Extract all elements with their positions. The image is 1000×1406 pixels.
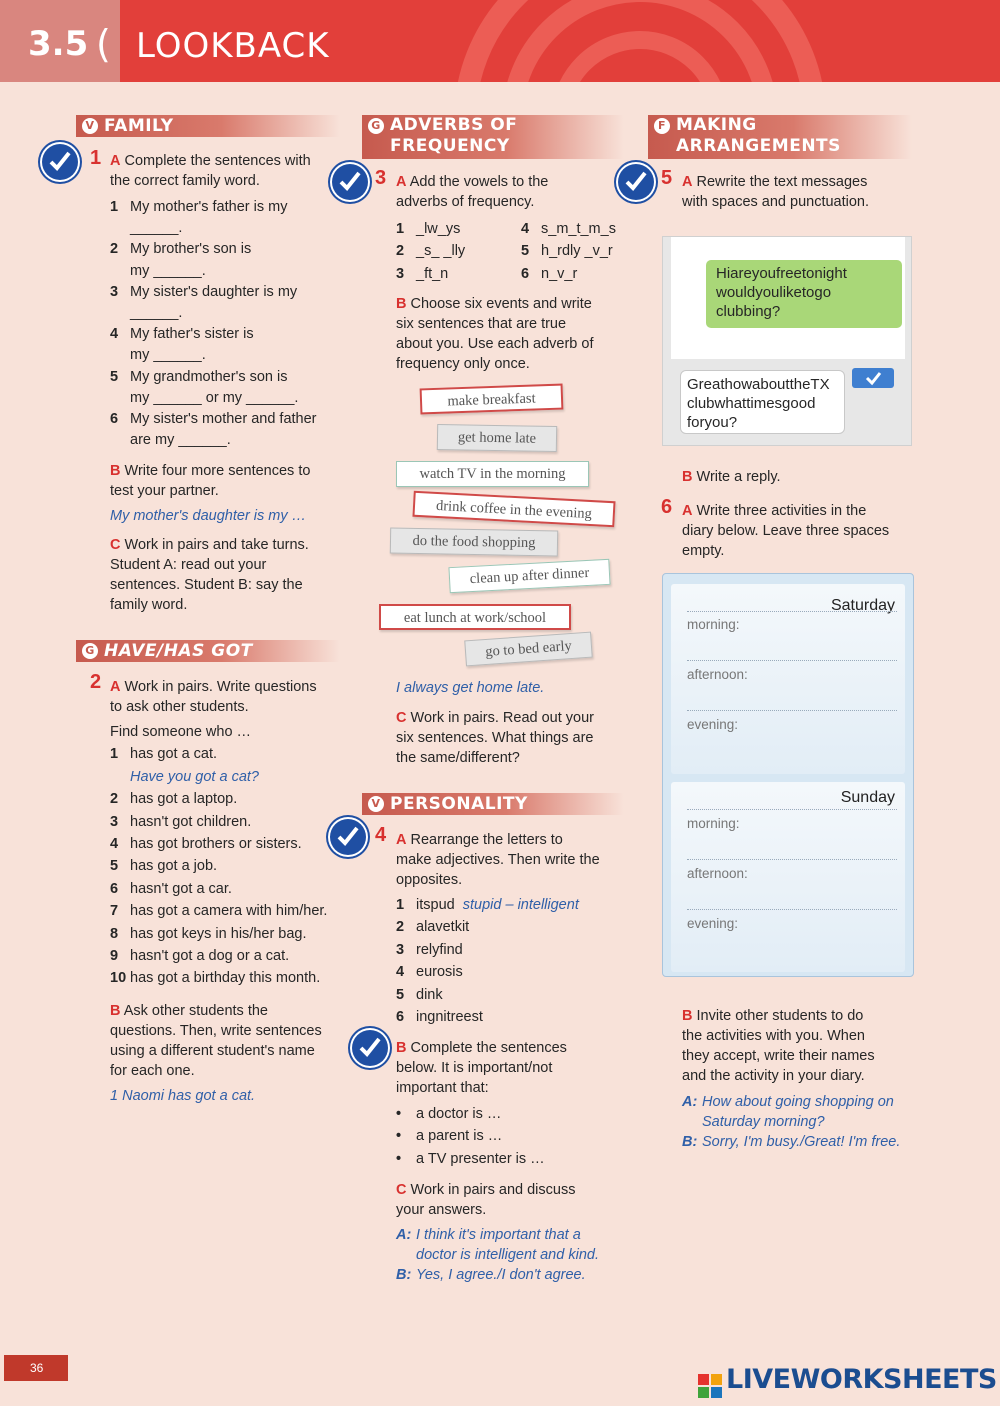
exercise-1a-items: [110, 197, 345, 451]
list-item: 3 _ft_n: [396, 265, 449, 282]
exercise-1a-instructions: A Complete the sentences with the correct family word.: [110, 153, 311, 189]
list-item: ______.: [130, 305, 183, 322]
list-item: 3 hasn't got children.: [110, 813, 252, 830]
list-item: 2 alavetkit: [396, 919, 470, 936]
exercise-2b: B Ask other students the questions. Then, write sentences using a different student's name for each one.: [110, 1003, 322, 1079]
diary-day-saturday: Saturday morning: afternoon: evening:: [671, 584, 905, 774]
list-item: 5 dink: [396, 986, 443, 1003]
list-item: 10 has got a birthday this month.: [110, 970, 321, 987]
list-item: 2 has got a laptop.: [110, 791, 238, 808]
diary-slot-evening: evening:: [687, 916, 739, 931]
section-header-have-has-got: G HAVE/HAS GOT: [76, 640, 340, 662]
list-item: 1 My mother's father is my: [110, 199, 288, 215]
text-message-1: Hiareyoufreetonight wouldyouliketogo clubbing?: [706, 260, 902, 328]
event-tag: make breakfast: [420, 384, 564, 415]
diary: [662, 573, 914, 977]
exercise-4c: C Work in pairs and discuss your answers.: [396, 1182, 576, 1218]
exercise-4b-bullets: [396, 1103, 628, 1170]
event-tag: drink coffee in the evening: [412, 491, 615, 528]
liveworksheets-logo-icon: [698, 1374, 722, 1398]
audio-icon: (: [96, 22, 111, 66]
event-tag: get home late: [437, 424, 557, 452]
list-item: 6 My sister's mother and father: [110, 411, 317, 428]
list-item: 4 eurosis: [396, 964, 463, 981]
check-button-3[interactable]: [332, 164, 368, 200]
check-icon[interactable]: [852, 368, 894, 388]
list-item: 2 My brother's son is: [110, 241, 252, 258]
list-item: my ______.: [130, 347, 206, 364]
list-item: ______.: [130, 220, 183, 237]
exercise-4a-items: [396, 894, 628, 1028]
exercise-4a-instructions: A Rearrange the letters to make adjectives. Then write the opposites.: [396, 832, 600, 888]
list-item: 6 n_v_r: [521, 265, 578, 282]
page-number: 36: [4, 1355, 68, 1381]
event-tag: go to bed early: [464, 632, 593, 667]
list-item: 5 has got a job.: [110, 858, 218, 875]
list-item: are my ______.: [130, 432, 231, 449]
exercise-number-2: 2: [90, 671, 102, 693]
list-item: Have you got a cat?: [130, 768, 259, 785]
list-item: 4 s_m_t_m_s: [521, 221, 616, 237]
list-item: • a doctor is …: [396, 1106, 502, 1122]
list-item: 3 relyfind: [396, 941, 463, 958]
exercise-3b-example: I always get home late.: [396, 680, 545, 696]
list-item: 9 hasn't got a dog or a cat.: [110, 948, 290, 965]
list-item: 1 itspud stupid – intelligent: [396, 897, 579, 913]
diary-slot-morning: morning:: [687, 816, 740, 831]
exercise-6b: B Invite other students to do the activities with you. When they accept, write their names and the activity in your diary.: [682, 1008, 875, 1084]
exercise-1b-example: My mother's daughter is my …: [110, 508, 307, 524]
exercise-4c-dialogue: A: I think it's important that a doctor is intelligent and kind. B: Yes, I agree./I don't agree.: [396, 1227, 599, 1283]
exercise-5a-instructions: A Rewrite the text messages with spaces and punctuation.: [682, 174, 870, 210]
exercise-1b: B Write four more sentences to test your partner.: [110, 463, 311, 499]
find-someone: Find someone who …: [110, 724, 252, 740]
check-button-4b[interactable]: [352, 1030, 388, 1066]
exercise-1c: C Work in pairs and take turns. Student A: read out your sentences. Student B: say the family word.: [110, 537, 309, 613]
exercise-3a-items-left: [396, 218, 516, 285]
exercise-3b: B Choose six events and write six sentences that are true about you. Use each adverb of frequency only once.: [396, 296, 594, 372]
list-item: • a TV presenter is …: [396, 1150, 545, 1167]
event-tag: eat lunch at work/school: [379, 604, 571, 630]
brand-logo: LIVEWORKSHEETS: [726, 1364, 997, 1395]
exercise-2b-example: 1 Naomi has got a cat.: [110, 1088, 256, 1104]
section-header-personality: V PERSONALITY: [362, 793, 624, 815]
list-item: 1 has got a cat.: [110, 746, 218, 763]
exercise-number-5: 5: [661, 167, 673, 189]
exercise-number-4: 4: [375, 824, 387, 846]
exercise-3c: C Work in pairs. Read out your six sentences. What things are the same/different?: [396, 710, 594, 766]
exercise-number-6: 6: [661, 496, 673, 518]
list-item: • a parent is …: [396, 1128, 503, 1145]
diary-day-sunday: Sunday morning: afternoon: evening:: [671, 782, 905, 972]
diary-slot-afternoon: afternoon:: [687, 866, 748, 881]
exercise-4b: B Complete the sentences below. It is important/not important that:: [396, 1040, 567, 1096]
exercise-5b: B Write a reply.: [682, 469, 781, 485]
exercise-number-3: 3: [375, 167, 387, 189]
event-tag: clean up after dinner: [448, 559, 610, 593]
list-item: 6 ingnitreest: [396, 1009, 483, 1026]
check-button-5[interactable]: [618, 164, 654, 200]
exercise-6a-instructions: A Write three activities in the diary below. Leave three spaces empty.: [682, 503, 890, 559]
check-button-4[interactable]: [330, 819, 366, 855]
exercise-6b-dialogue: A: How about going shopping on Saturday morning? B: Sorry, I'm busy./Great! I'm free.: [682, 1094, 901, 1150]
event-tag: do the food shopping: [390, 528, 558, 557]
exercise-number-1: 1: [90, 147, 102, 169]
exercise-3a-instructions: A Add the vowels to the adverbs of frequency.: [396, 174, 549, 210]
list-item: 3 My sister's daughter is my: [110, 283, 298, 300]
unit-number: 3.5: [28, 24, 89, 64]
text-message-2: GreathowabouttheTX clubwhattimesgood foryou?: [680, 370, 845, 434]
section-header-arrangements: F MAKING ARRANGEMENTS: [648, 115, 912, 159]
event-tag: watch TV in the morning: [396, 461, 589, 487]
list-item: 6 hasn't got a car.: [110, 880, 232, 897]
check-button-1[interactable]: [42, 144, 78, 180]
exercise-3a-items-right: [521, 218, 631, 285]
list-item: 4 My father's sister is: [110, 326, 254, 343]
diary-slot-morning: morning:: [687, 617, 740, 632]
diary-slot-evening: evening:: [687, 717, 739, 732]
list-item: 5 My grandmother's son is: [110, 368, 288, 385]
exercise-2a-items: [110, 721, 350, 990]
list-item: 4 has got brothers or sisters.: [110, 836, 302, 853]
page-title: LOOKBACK: [136, 26, 330, 66]
section-header-adverbs: G ADVERBS OF FREQUENCY: [362, 115, 624, 159]
list-item: 8 has got keys in his/her bag.: [110, 925, 307, 942]
list-item: 5 h_rdly _v_r: [521, 243, 613, 260]
list-item: my ______.: [130, 262, 206, 279]
list-item: 7 has got a camera with him/her.: [110, 903, 328, 920]
diary-slot-afternoon: afternoon:: [687, 667, 748, 682]
list-item: 1 _lw_ys: [396, 221, 461, 237]
list-item: 2 _s_ _lly: [396, 243, 466, 260]
list-item: my ______ or my ______.: [130, 389, 299, 406]
exercise-2a-instructions: A Work in pairs. Write questions to ask other students.: [110, 679, 317, 715]
section-header-family: V FAMILY: [76, 115, 340, 137]
